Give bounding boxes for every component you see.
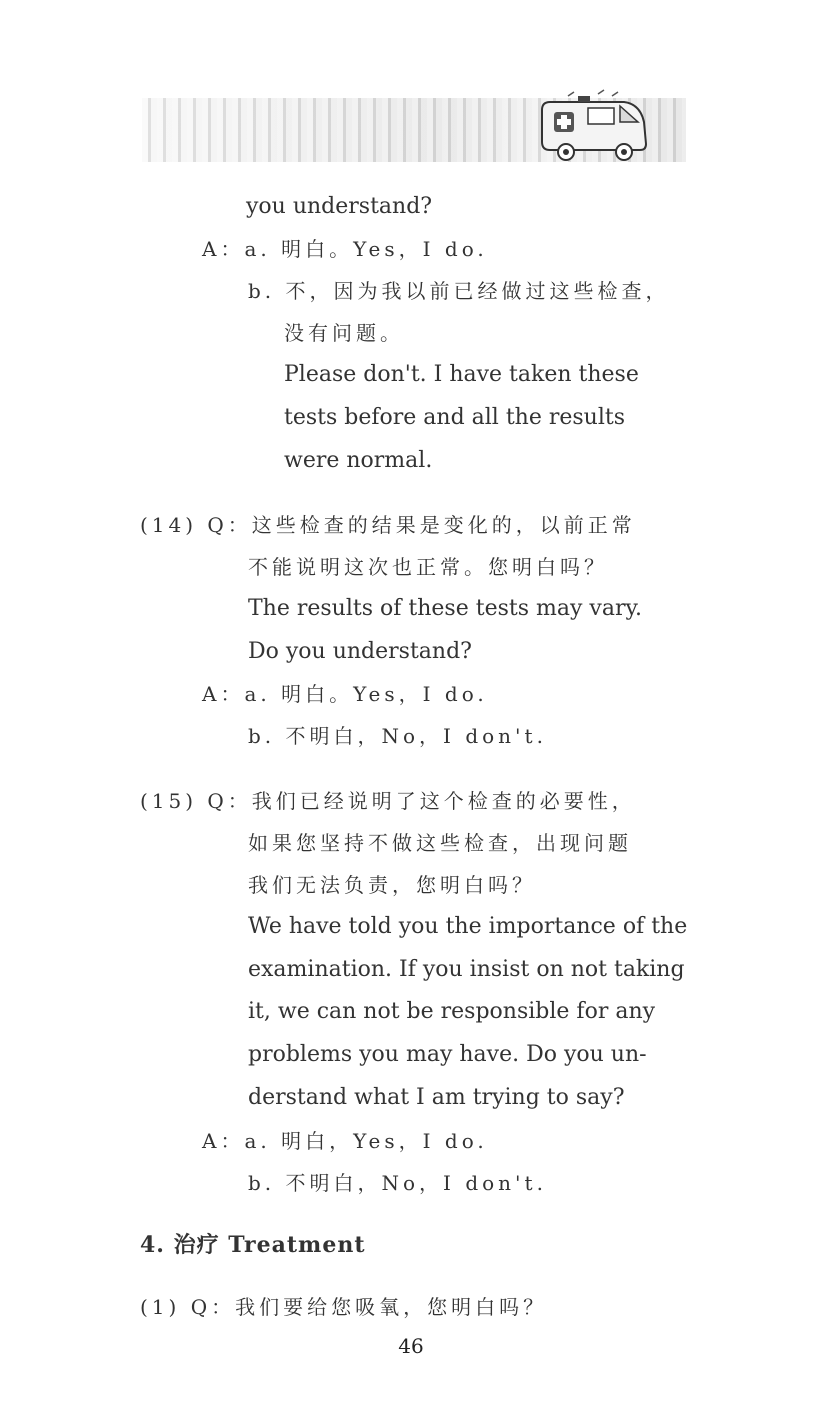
answer-line: b. 不明白，No，I don't. [248,724,547,748]
text-line: were normal. [284,448,433,473]
question-line: (14) Q：这些检查的结果是变化的，以前正常 [140,513,636,537]
text-line: examination. If you insist on not taking [248,957,685,982]
text-line: derstand what I am trying to say? [248,1085,625,1110]
answer-line: A：a. 明白，Yes，I do. [202,1129,488,1153]
text-line: 如果您坚持不做这些检查，出现问题 [248,831,632,855]
page-number: 46 [398,1334,424,1358]
text-line: problems you may have. Do you un- [248,1042,647,1067]
text-line: you understand? [246,194,433,219]
question-line: (1) Q：我们要给您吸氧，您明白吗？ [140,1295,548,1319]
text-line: 不能说明这次也正常。您明白吗？ [248,555,608,579]
ambulance-icon [528,88,658,166]
question-line: (15) Q：我们已经说明了这个检查的必要性， [140,789,636,813]
answer-line: A：a. 明白。Yes，I do. [202,237,488,261]
text-line: tests before and all the results [284,405,626,430]
answer-line: b. 不明白，No，I don't. [248,1171,547,1195]
text-line: 没有问题。 [284,321,404,345]
text-line: Please don't. I have taken these [284,362,639,387]
answer-line: b. 不，因为我以前已经做过这些检查， [248,279,670,303]
text-line: Do you understand? [248,639,472,664]
answer-line: A：a. 明白。Yes，I do. [202,682,488,706]
text-line: The results of these tests may vary. [248,596,642,621]
text-line: 我们无法负责，您明白吗？ [248,873,536,897]
text-line: We have told you the importance of the [248,914,688,939]
section-title: 4. 治疗 Treatment [140,1232,366,1258]
text-line: it, we can not be responsible for any [248,999,656,1024]
